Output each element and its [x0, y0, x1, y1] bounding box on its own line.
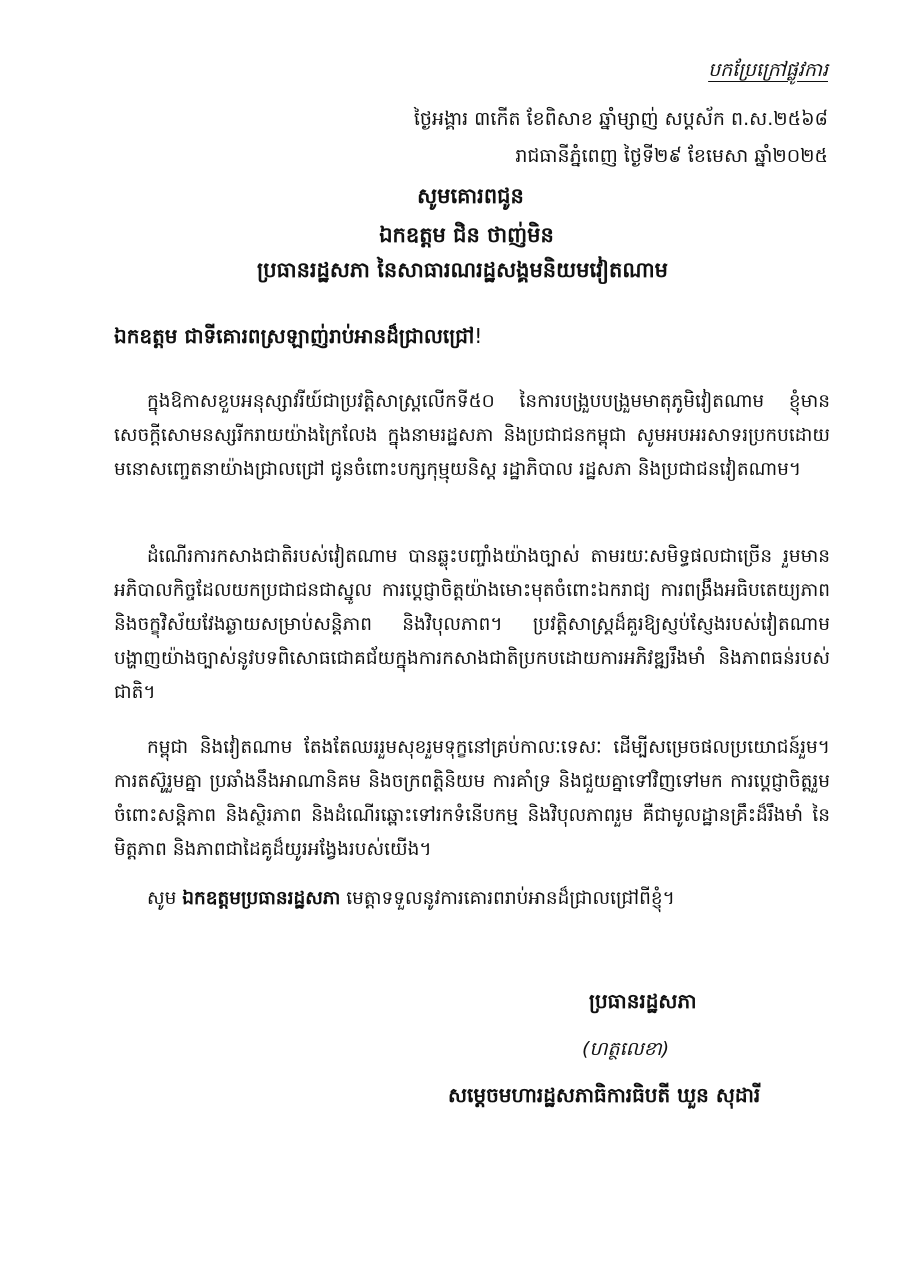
salutation [114, 323, 482, 353]
place-and-date: រាជធានីភ្នំពេញ ថ្ងៃទី២៩ ខែមេសា ឆ្នាំ២០២៥ [515, 145, 828, 167]
respectfully-to-heading: សូមគោរពជូន [417, 184, 524, 208]
signed-mark: (ហត្ថលេខា) [582, 1038, 670, 1060]
unofficial-translation-note: បកប្រែក្រៅផ្លូវការ [708, 59, 828, 81]
closing-addressee: ឯកឧត្តមប្រធានរដ្ឋសភា [182, 888, 341, 909]
signatory-name: សម្តេចមហារដ្ឋសភាធិការធិបតី ឃួន សុដារី [448, 1083, 761, 1107]
body-paragraph-3: កម្ពុជា និងវៀតណាម តែងតែឈររួមសុខរួមទុក្ខនៅគ្រប់កាលៈទេសៈ ដើម្បីសម្រេចផលប្រយោជន៍រួម។ ការតស៊ូរួមគ្នា ប្រឆាំងនឹងអាណានិគម និងចក្រពត្តិនិយម ការគាំទ្រ និងជួយគ្នាទៅវិញទៅមក ការប្តេជ្ញាចិត្តរួមចំពោះសន្តិភាព និងស្ថិរភាព និងដំណើរឆ្ពោះទៅរកទំនើបកម្ម និងវិបុលភាពរួម គឺជាមូលដ្ឋានគ្រឹះដ៏រឹងមាំ នៃមិត្តភាព និងភាពជាដៃគូដ៏យូរអង្វែងរបស់យើង។ [114, 737, 830, 860]
body-paragraph-2: ដំណើរការកសាងជាតិរបស់វៀតណាម បានឆ្លុះបញ្ចាំងយ៉ាងច្បាស់ តាមរយៈសមិទ្ធផលជាច្រើន រួមមានអភិបាលកិច្ចដែលយកប្រជាជនជាស្នូល ការប្តេជ្ញាចិត្តយ៉ាងមោះមុតចំពោះឯករាជ្យ ការពង្រឹងអធិបតេយ្យភាព និងចក្ខុវិស័យវែងឆ្ងាយសម្រាប់សន្តិភាព និងវិបុលភាព។ ប្រវត្តិសាស្ត្រដ៏គួរឱ្យស្ញប់ស្ញែងរបស់វៀតណាម បង្ហាញយ៉ាងច្បាស់នូវបទពិសោធជោគជ័យក្នុងការកសាងជាតិប្រកបដោយការអភិវឌ្ឍរឹងមាំ និងភាពធន់របស់ជាតិ។ [114, 546, 830, 703]
salutation-exclamation: ! [474, 324, 483, 348]
signatory-title: ប្រធានរដ្ឋសភា [589, 989, 697, 1013]
recipient-name: ឯកឧត្តម ជិន ថាញ់មិន [379, 223, 554, 247]
closing-line [147, 887, 675, 914]
closing-suffix: មេត្តាទទួលនូវការគោរពរាប់អានដ៏ជ្រាលជ្រៅពីខ្ញុំ។ [340, 888, 675, 909]
body-paragraph-1: ក្នុងឱកាសខួបអនុស្សាវរីយ៍ជាប្រវត្តិសាស្ត្រលើកទី៥០ នៃការបង្រួបបង្រួមមាតុភូមិវៀតណាម ខ្ញុំមានសេចក្តីសោមនស្សរីករាយយ៉ាងក្រៃលែង ក្នុងនាមរដ្ឋសភា និងប្រជាជនកម្ពុជា សូមអបអរសាទរប្រកបដោយមនោសញ្ចេតនាយ៉ាងជ្រាលជ្រៅ ជូនចំពោះបក្សកុម្មុយនិស្ត រដ្ឋាភិបាល រដ្ឋសភា និងប្រជាជនវៀតណាម។ [114, 391, 830, 480]
lunar-date: ថ្ងៃអង្គារ ៣កើត ខែពិសាខ ឆ្នាំម្សាញ់ សប្តស័ក ព.ស.២៥៦៨ [413, 108, 828, 130]
closing-prefix: សូម [147, 888, 183, 909]
salutation-text: ឯកឧត្តម ជាទីគោរពស្រឡាញ់រាប់អានដ៏ជ្រាលជ្រៅ [114, 324, 475, 348]
recipient-title: ប្រធានរដ្ឋសភា នៃសាធារណរដ្ឋសង្គមនិយមវៀតណាម [256, 258, 668, 282]
